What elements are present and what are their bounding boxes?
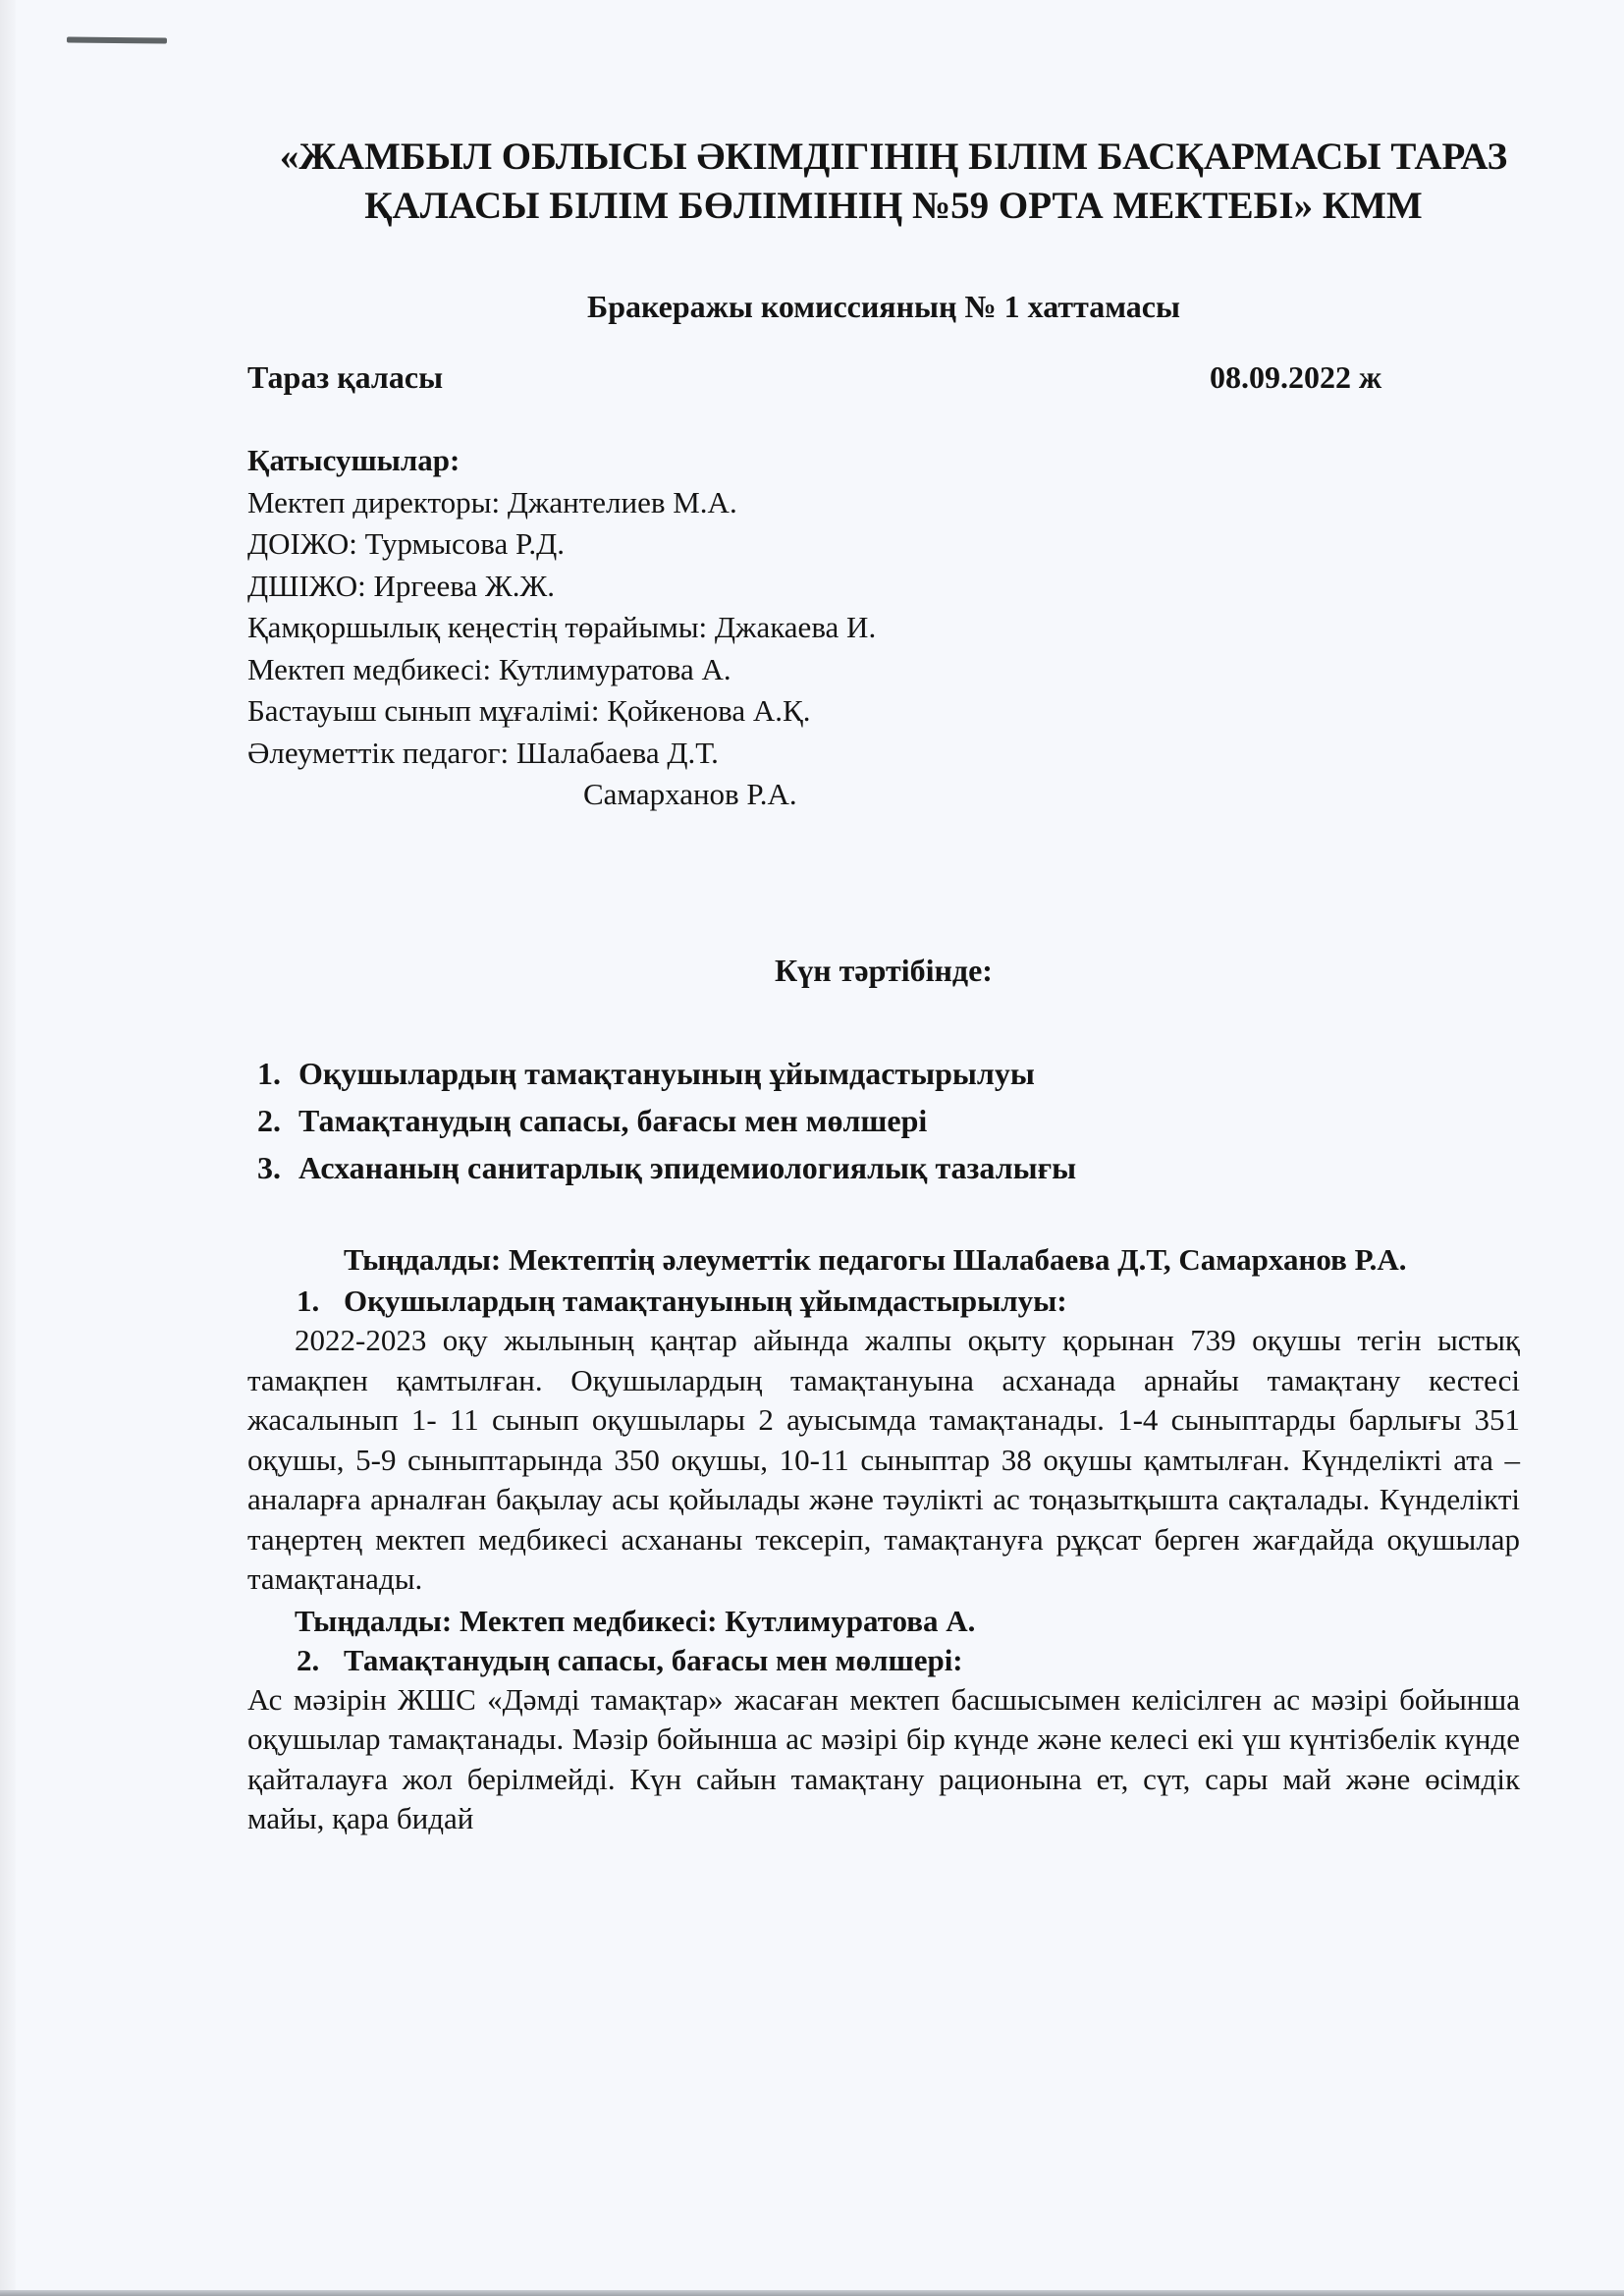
scan-bottom-edge (0, 2290, 1624, 2296)
agenda-item-text: Тамақтанудың сапасы, бағасы мен мөлшері (298, 1103, 928, 1138)
participant-line: Қамқоршылық кеңестің төрайымы: Джакаева И. (247, 610, 877, 644)
agenda-item-number: 2. (257, 1103, 281, 1138)
section-1-heading (247, 1282, 1520, 1321)
participant-line: ДОІЖО: Турмысова Р.Д. (247, 526, 565, 561)
protocol-title: Бракеражы комиссияның № 1 хаттамасы (587, 289, 1180, 324)
section-1-paragraph: 2022-2023 оқу жылының қаңтар айында жалпы оқыту қорынан 739 оқушы тегін ыстық тамақпен қамтылған. Оқушылардың тамақтануына асханада арнайы тамақтану кестесі жасалынып 1- 11 сынып оқушылары 2 ауысымда тамақтанады. 1-4 сыныптарды барлығы 351 оқушы, 5-9 сыныптарында 350 оқушы, 10-11 сыныптар 38 оқушы қамтылған. Күнделікті ата – аналарға арналған бақылау асы қойылады және тәулікті ас тоңазытқышта сақталады. Күнделікті таңертең мектеп медбикесі асхананы тексеріп, тамақтануға рұқсат берген жағдайда оқушылар тамақтанады. (247, 1323, 1520, 1596)
date: 08.09.2022 ж (1210, 359, 1382, 395)
title-line-2: ҚАЛАСЫ БІЛІМ БӨЛІМІНІҢ №59 ОРТА МЕКТЕБІ» КММ (364, 185, 1423, 227)
participant-line: Мектеп директоры: Джантелиев М.А. (247, 484, 737, 519)
agenda-item (247, 1144, 1520, 1191)
agenda-heading: Күн тәртібінде: (775, 953, 993, 988)
heard-speakers-1: Тыңдалды: Мектептің әлеуметтік педагогы Шалабаева Д.Т, Самарханов Р.А. (344, 1242, 1407, 1277)
section-heading-text: Тамақтанудың сапасы, бағасы мен мөлшері: (344, 1642, 963, 1677)
participants-block (247, 440, 1520, 816)
agenda-item-number: 1. (257, 1056, 281, 1091)
agenda-list (247, 1050, 1520, 1191)
agenda-item-text: Асхананың санитарлық эпидемиологиялық тазалығы (298, 1150, 1077, 1185)
section-number: 2. (297, 1642, 320, 1677)
participant-line: Мектеп медбикесі: Кутлимуратова А. (247, 651, 731, 686)
document-title (247, 133, 1520, 231)
section-2-paragraph: Ас мәзірін ЖШС «Дәмді тамақтар» жасаған мектеп басшысымен келісілген ас мәзірі бойынша оқушылар тамақтанады. Мәзір бойынша ас мәзірі бір күнде және келесі екі үш күнтізбелік күнде қайталауға жол берілмейді. Күн сайын тамақтану рационына ет, сүт, сары май және өсімдік майы, қара бидай (247, 1681, 1520, 1835)
staple-mark (67, 36, 167, 43)
title-line-1: «ЖАМБЫЛ ОБЛЫСЫ ӘКІМДІГІНІҢ БІЛІМ БАСҚАРМАСЫ ТАРАЗ (279, 136, 1508, 178)
city: Тараз қаласы (247, 359, 444, 395)
scan-left-edge (0, 0, 16, 2296)
section-number: 1. (297, 1284, 320, 1318)
section-heading-text: Оқушылардың тамақтануының ұйымдастырылуы: (344, 1284, 1067, 1318)
heard-speakers-2: Тыңдалды: Мектеп медбикесі: Кутлимуратова А. (295, 1603, 976, 1638)
participant-line: Бастауыш сынып мұғалімі: Қойкенова А.Қ. (247, 693, 811, 728)
agenda-item-text: Оқушылардың тамақтануының ұйымдастырылуы (298, 1056, 1035, 1091)
agenda-item (247, 1097, 1520, 1144)
agenda-item-number: 3. (257, 1150, 281, 1185)
participant-line-extra: Самарханов Р.А. (583, 777, 797, 811)
minutes-body (247, 1237, 1520, 1839)
participants-heading: Қатысушылар: (247, 443, 460, 477)
participant-line: Әлеуметтік педагог: Шалабаева Д.Т. (247, 735, 719, 770)
section-2-heading (247, 1641, 1520, 1680)
agenda-item (247, 1050, 1520, 1097)
participant-line: ДШІЖО: Иргеева Ж.Ж. (247, 568, 555, 603)
